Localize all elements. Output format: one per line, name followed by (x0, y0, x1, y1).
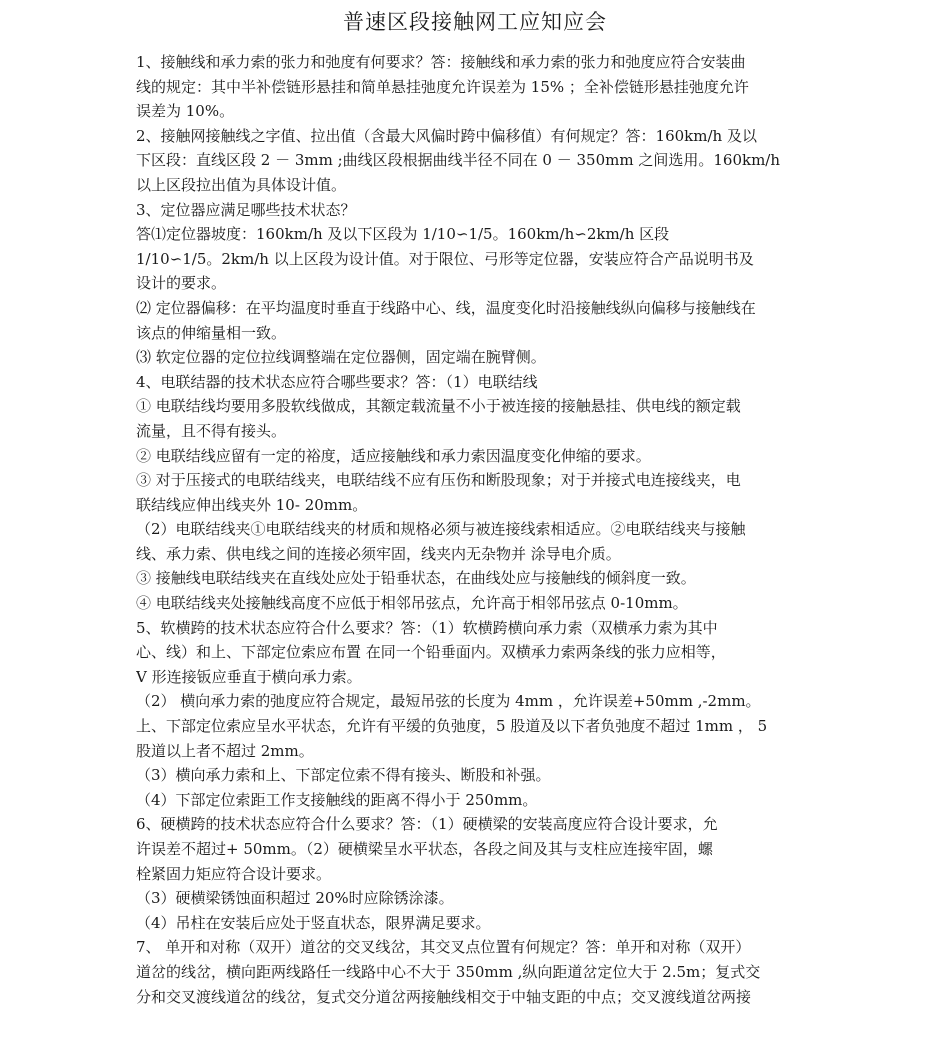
document-body (136, 50, 826, 1009)
text-line: 3、定位器应满足哪些技术状态？ (136, 200, 356, 219)
text-line: 流量，且不得有接头。 (136, 421, 287, 440)
text-line: ④ 电联结线夹处接触线高度不应低于相邻吊弦点，允许高于相邻吊弦点 0-10mm。 (136, 594, 688, 613)
text-line: ③ 接触线电联结线夹在直线处应处于铅垂状态，在曲线处应与接触线的倾斜度一致。 (136, 569, 696, 588)
text-line: 线、承力索、供电线之间的连接必须牢固，线夹内无杂物并 涂导电介质。 (136, 544, 621, 563)
text-line: ⑶ 软定位器的定位拉线调整端在定位器侧，固定端在腕臂侧。 (136, 348, 546, 367)
text-line: 下区段：直线区段 2 － 3mm ;曲线区段根据曲线半径不同在 0 － 350mm 之间选用。160km/h (136, 151, 781, 170)
text-line: （2） 横向承力索的弛度应符合规定，最短吊弦的长度为 4mm ，允许误差+50mm ,-2mm。 (136, 692, 761, 711)
text-line: 分和交叉渡线道岔的线岔，复式交分道岔两接触线相交于中轴支距的中点；交叉渡线道岔两接 (136, 987, 752, 1006)
page-title: 普速区段接触网工应知应会 (343, 10, 607, 34)
text-line: 栓紧固力矩应符合设计要求。 (136, 864, 332, 883)
text-line: （3）横向承力索和上、下部定位索不得有接头、断股和补强。 (136, 766, 551, 785)
text-line: （2）电联结线夹①电联结线夹的材质和规格必须与被连接线索相适应。②电联结线夹与接触 (136, 520, 746, 539)
text-line: 股道以上者不超过 2mm。 (136, 741, 314, 760)
text-line: 道岔的线岔，横向距两线路任一线路中心不大于 350mm ,纵向距道岔定位大于 2.5m；复式交 (136, 962, 761, 981)
text-line: 许误差不超过+ 50mm。（2）硬横梁呈水平状态，各段之间及其与支柱应连接牢固，螺 (136, 840, 713, 858)
text-line: 心、线）和上、下部定位索应布置 在同一个铅垂面内。双横承力索两条线的张力应相等， (136, 643, 726, 662)
text-line: 6、硬横跨的技术状态应符合什么要求？答：（1）硬横梁的安装高度应符合设计要求，允 (136, 815, 718, 834)
text-line: ⑵ 定位器偏移：在平均温度时垂直于线路中心、线，温度变化时沿接触线纵向偏移与接触线在 (136, 298, 756, 317)
text-line: 误差为 10%。 (136, 102, 235, 121)
text-line: 线的规定：其中半补偿链形悬挂和简单悬挂弛度允许误差为 15% ；全补偿链形悬挂弛度允许 (136, 77, 749, 96)
text-line: 5、软横跨的技术状态应符合什么要求？答：（1）软横跨横向承力索（双横承力索为其中 (136, 618, 718, 637)
text-line: V 形连接钣应垂直于横向承力索。 (136, 667, 362, 686)
text-line: 7、 单开和对称（双开）道岔的交叉线岔，其交叉点位置有何规定？答：单开和对称（双开） (136, 938, 751, 957)
text-line: （4）吊柱在安装后应处于竖直状态，限界满足要求。 (136, 913, 491, 932)
text-line: 1、接触线和承力索的张力和弛度有何要求？答：接触线和承力索的张力和弛度应符合安装曲 (136, 53, 746, 71)
text-line: （3）硬横梁锈蚀面积超过 20%时应除锈涂漆。 (136, 889, 454, 908)
text-line: 2、接触网接触线之字值、拉出值（含最大风偏时跨中偏移值）有何规定？答：160km/h 及以 (136, 126, 757, 145)
text-line: 设计的要求。 (136, 274, 227, 293)
text-line: 上、下部定位索应呈水平状态，允许有平缓的负弛度，5 股道及以下者负弛度不超过 1mm ， 5 (136, 717, 768, 736)
text-line: （4）下部定位索距工作支接触线的距离不得小于 250mm。 (136, 790, 538, 809)
text-line: 以上区段拉出值为具体设计值。 (136, 175, 347, 194)
text-line: ② 电联结线应留有一定的裕度，适应接触线和承力索因温度变化伸缩的要求。 (136, 446, 651, 465)
text-line: 4、电联结器的技术状态应符合哪些要求？答：（1）电联结线 (136, 372, 538, 391)
text-line: 1/10∽1/5。2km/h 以上区段为设计值。对于限位、弓形等定位器，安装应符合产品说明书及 (136, 249, 754, 268)
text-line: 联结线应伸出线夹外 10- 20mm。 (136, 495, 368, 514)
text-line: ③ 对于压接式的电联结线夹，电联结线不应有压伤和断股现象；对于并接式电连接线夹，电 (136, 471, 741, 490)
text-line: 答⑴定位器坡度：160km/h 及以下区段为 1/10∽1/5。160km/h∽2km/h 区段 (136, 225, 670, 244)
text-line: 该点的伸缩量相一致。 (136, 323, 287, 342)
text-line: ① 电联结线均要用多股软线做成，其额定载流量不小于被连接的接触悬挂、供电线的额定载 (136, 397, 741, 416)
